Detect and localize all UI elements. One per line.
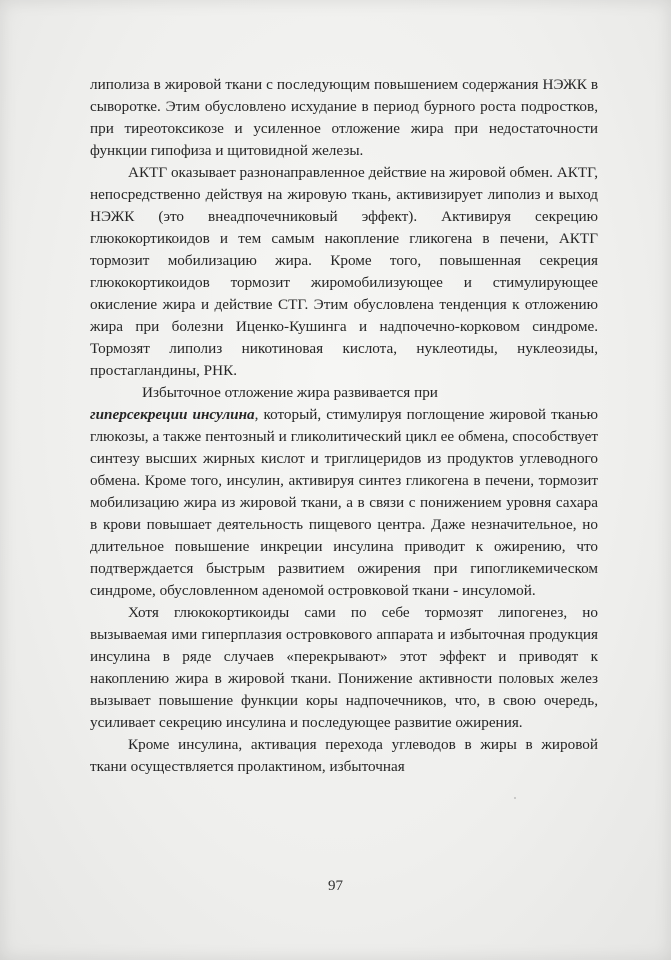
paragraph-3-start: Избыточное отложение жира развивается при (142, 384, 438, 401)
paragraph-2: АКТГ оказывает разнонаправленное действие на жировой обмен. АКТГ, непосредственно действуя на жировую ткань, активизирует липолиз и выход НЭЖК (это внеадпочечниковый эффект). Активируя секрецию глюкокортикоидов и тем самым накопление гликогена в печени, АКТГ тормозит мобилизацию жира. Кроме того, повышенная секреция глюкокортикоидов тормозит жиромобилизующее и стимулирующее окисление жира и действие СТГ. Этим обусловлена тенденция к отложению жира при болезни Иценко-Кушинга и надпочечно-корковом синдроме. Тормозят липолиз никотиновая кислота, нуклеотиды, нуклеозиды, простагландины, РНК. (90, 164, 598, 379)
paragraph-4: Хотя глюкокортикоиды сами по себе тормозят липогенез, но вызываемая ими гиперплазия островкового аппарата и избыточная продукция инсулина в ряде случаев «перекрывают» этот эффект и приводят к накоплению жира в жировой ткани. Понижение активности половых желез вызывает повышение функции коры надпочечников, что, в свою очередь, усиливает секрецию инсулина и последующее развитие ожирения. (90, 604, 598, 731)
scan-speck (514, 797, 516, 799)
paragraph-3 (90, 382, 598, 602)
emphasized-term: гиперсекреции инсулина (90, 406, 255, 423)
paragraph-3-rest: , который, стимулируя поглощение жировой тканью глюкозы, а также пентозный и гликолитический цикл ее обмена, способствует синтезу высших жирных кислот и триглицеридов из продуктов углеводного обмена. Кроме того, инсулин, активируя синтез гликогена в печени, тормозит мобилизацию жира из жировой ткани, а в связи с понижением уровня сахара в крови повышает деятельность пищевого центра. Даже незначительное, но длительное повышение инкреции инсулина приводит к ожирению, что подтверждается быстрым развитием ожирения при гипогликемическом синдроме, обусловленном аденомой островковой ткани - инсуломой. (90, 406, 598, 599)
paragraph-1: липолиза в жировой ткани с последующим повышением содержания НЭЖК в сыворотке. Этим обусловлено исхудание в период бурного роста подростков, при тиреотоксикозе и усиленное отложение жира при недостаточности функции гипофиза и щитовидной железы. (90, 76, 598, 159)
paragraph-5: Кроме инсулина, активация перехода углеводов в жиры в жировой ткани осуществляется пролактином, избыточная (90, 736, 598, 775)
page-number: 97 (328, 878, 343, 894)
page-text-body (90, 74, 598, 778)
